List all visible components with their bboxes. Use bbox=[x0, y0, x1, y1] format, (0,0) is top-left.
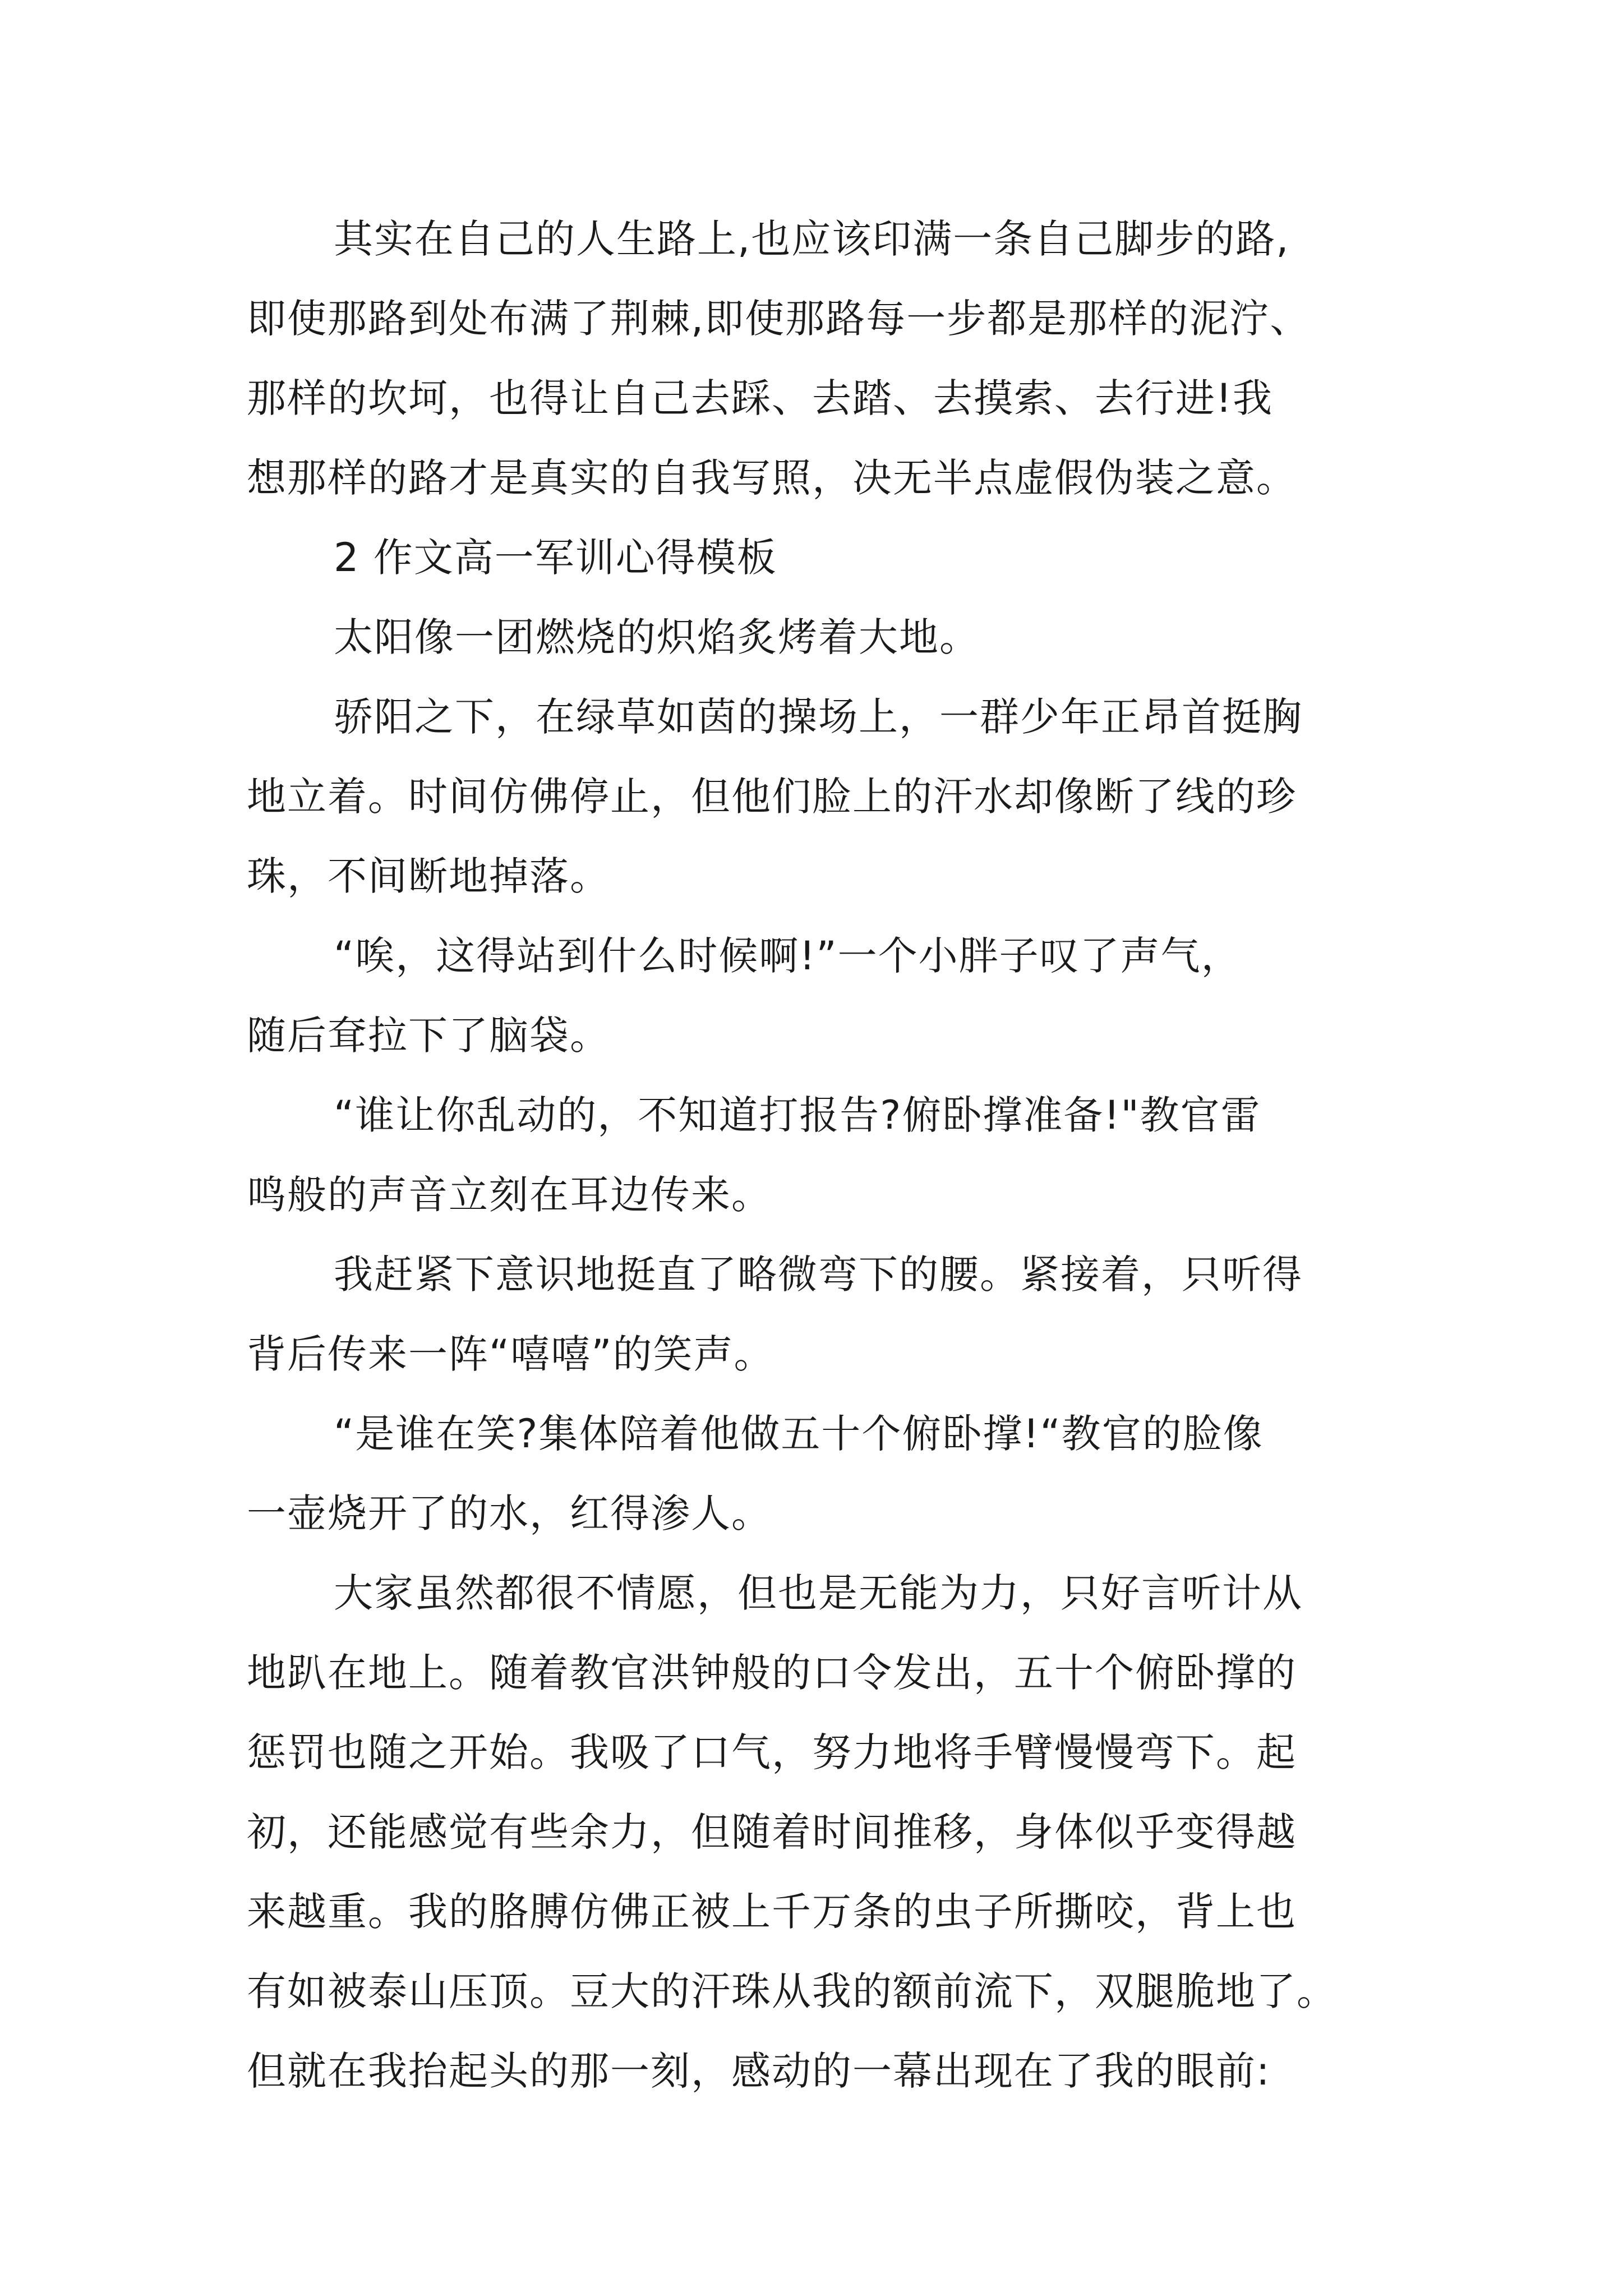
text-line: 惩罚也随之开始。我吸了口气，努力地将手臂慢慢弯下。起 bbox=[247, 1729, 1297, 1775]
text-line: 初，还能感觉有些余力，但随着时间推移，身体似乎变得越 bbox=[247, 1809, 1297, 1855]
text-line: “谁让你乱动的，不知道打报告?俯卧撑准备!"教官雷 bbox=[334, 1092, 1261, 1138]
text-line: 来越重。我的胳膊仿佛正被上千万条的虫子所撕咬，背上也 bbox=[247, 1889, 1297, 1935]
text-line: 一壶烧开了的水，红得渗人。 bbox=[247, 1490, 772, 1536]
text-line: “是谁在笑?集体陪着他做五十个俯卧撑!“教官的脸像 bbox=[334, 1411, 1264, 1457]
text-line: 有如被泰山压顶。豆大的汗珠从我的额前流下，双腿脆地了。 bbox=[247, 1968, 1337, 2014]
text-line: 那样的坎坷，也得让自己去踩、去踏、去摸索、去行进!我 bbox=[247, 375, 1274, 421]
text-line: 其实在自己的人生路上,也应该印满一条自己脚步的路, bbox=[334, 216, 1290, 262]
text-line: 想那样的路才是真实的自我写照，决无半点虚假伪装之意。 bbox=[247, 455, 1297, 501]
text-line: 背后传来一阵“嘻嘻”的笑声。 bbox=[247, 1331, 774, 1377]
section-heading: 2 作文高一军训心得模板 bbox=[334, 535, 777, 581]
text-line: 地趴在地上。随着教官洪钟般的口令发出，五十个俯卧撑的 bbox=[247, 1650, 1297, 1696]
text-line: 随后耷拉下了脑袋。 bbox=[247, 1013, 610, 1059]
text-line: 大家虽然都很不情愿，但也是无能为力，只好言听计从 bbox=[334, 1570, 1303, 1616]
text-line: 鸣般的声音立刻在耳边传来。 bbox=[247, 1172, 772, 1218]
text-line: 骄阳之下，在绿草如茵的操场上，一群少年正昂首挺胸 bbox=[334, 694, 1303, 740]
text-line: 珠，不间断地掉落。 bbox=[247, 853, 610, 899]
text-line: 我赶紧下意识地挺直了略微弯下的腰。紧接着，只听得 bbox=[334, 1251, 1303, 1297]
text-line: “唉，这得站到什么时候啊!”一个小胖子叹了声气， bbox=[334, 933, 1242, 979]
text-line: 太阳像一团燃烧的炽焰炙烤着大地。 bbox=[334, 614, 980, 660]
text-line: 即使那路到处布满了荆棘,即使那路每一步都是那样的泥泞、 bbox=[247, 296, 1311, 342]
text-line: 但就在我抬起头的那一刻，感动的一幕出现在了我的眼前: bbox=[247, 2048, 1271, 2094]
text-line: 地立着。时间仿佛停止，但他们脸上的汗水却像断了线的珍 bbox=[247, 774, 1297, 820]
